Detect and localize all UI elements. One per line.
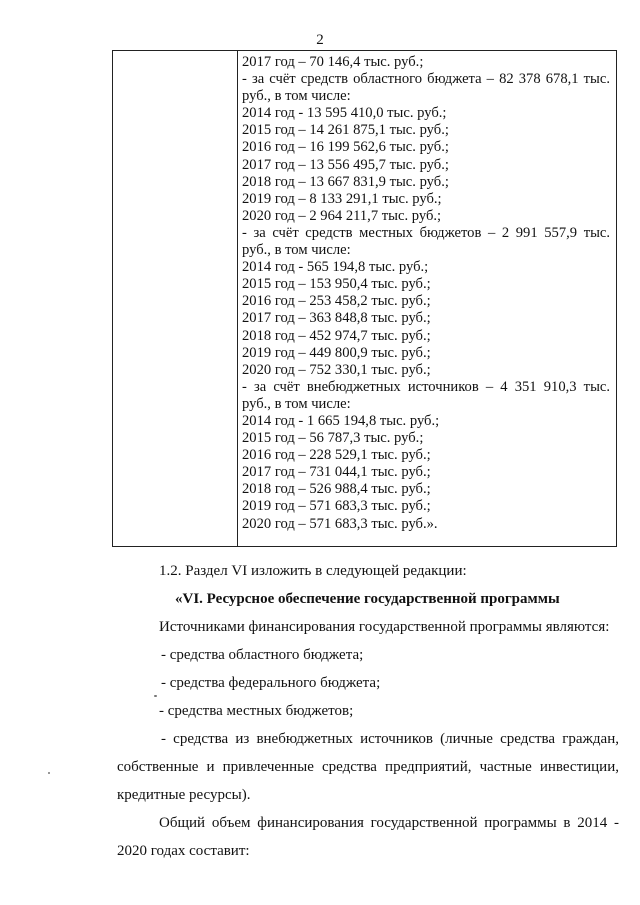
table-line: - за счёт средств местных бюджетов – 2 991 557,9 тыс. — [242, 224, 610, 241]
table-line: 2015 год – 56 787,3 тыс. руб.; — [242, 430, 424, 447]
table-line: 2019 год – 571 683,3 тыс. руб.; — [242, 498, 431, 515]
bullet-federal-budget: - средства федерального бюджета; — [161, 675, 381, 691]
bullet-extrabudgetary-line-2: собственные и привлеченные средства предприятий, частные инвестиции, — [117, 759, 619, 775]
table-line: 2016 год – 16 199 562,6 тыс. руб.; — [242, 139, 449, 156]
bullet-regional-budget: - средства областного бюджета; — [161, 647, 364, 663]
table-line: 2018 год – 13 667 831,9 тыс. руб.; — [242, 173, 449, 190]
amendment-paragraph: 1.2. Раздел VI изложить в следующей редакции: — [159, 563, 467, 579]
bullet-local-budgets: - средства местных бюджетов; — [159, 703, 354, 719]
sources-intro-paragraph: Источниками финансирования государственной программы являются: — [159, 619, 610, 635]
table-line: 2016 год – 228 529,1 тыс. руб.; — [242, 447, 431, 464]
table-line: 2019 год – 8 133 291,1 тыс. руб.; — [242, 190, 442, 207]
table-column-divider — [237, 51, 238, 546]
funding-table — [112, 50, 617, 547]
table-line: 2017 год – 70 146,4 тыс. руб.; — [242, 54, 424, 70]
table-line: 2015 год – 14 261 875,1 тыс. руб.; — [242, 122, 449, 139]
table-line: 2017 год – 363 848,8 тыс. руб.; — [242, 310, 431, 327]
scan-speck — [154, 695, 157, 697]
table-line: 2017 год – 731 044,1 тыс. руб.; — [242, 464, 431, 481]
table-line: 2020 год – 2 964 211,7 тыс. руб.; — [242, 207, 442, 224]
table-line: 2014 год - 13 595 410,0 тыс. руб.; — [242, 105, 447, 122]
table-line: 2018 год – 452 974,7 тыс. руб.; — [242, 327, 431, 344]
table-funding-cell — [242, 54, 610, 533]
table-line: 2016 год – 253 458,2 тыс. руб.; — [242, 293, 431, 310]
table-line: 2020 год – 752 330,1 тыс. руб.; — [242, 361, 431, 378]
table-line: руб., в том числе: — [242, 242, 351, 259]
table-line: 2018 год – 526 988,4 тыс. руб.; — [242, 481, 431, 498]
table-line: 2019 год – 449 800,9 тыс. руб.; — [242, 344, 431, 361]
table-line: - за счёт внебюджетных источников – 4 351 910,3 тыс. — [242, 378, 610, 395]
table-line: 2017 год – 13 556 495,7 тыс. руб.; — [242, 156, 449, 173]
table-line: руб., в том числе: — [242, 88, 351, 105]
bullet-extrabudgetary-line-3: кредитные ресурсы). — [117, 787, 251, 803]
table-line: 2020 год – 571 683,3 тыс. руб.». — [242, 515, 438, 532]
table-line: руб., в том числе: — [242, 395, 351, 412]
scan-speck — [48, 772, 50, 774]
table-line: - за счёт средств областного бюджета – 82 378 678,1 тыс. — [242, 71, 610, 88]
table-line: 2014 год - 1 665 194,8 тыс. руб.; — [242, 412, 440, 429]
table-line: 2014 год - 565 194,8 тыс. руб.; — [242, 259, 429, 276]
bullet-extrabudgetary-line-1: - средства из внебюджетных источников (личные средства граждан, — [161, 731, 619, 747]
total-financing-line-2: 2020 годах составит: — [117, 843, 250, 859]
total-financing-line-1: Общий объем финансирования государственной программы в 2014 - — [159, 815, 619, 831]
page-number: 2 — [316, 32, 324, 48]
table-line: 2015 год – 153 950,4 тыс. руб.; — [242, 276, 431, 293]
section-heading: «VI. Ресурсное обеспечение государственной программы — [175, 591, 560, 607]
